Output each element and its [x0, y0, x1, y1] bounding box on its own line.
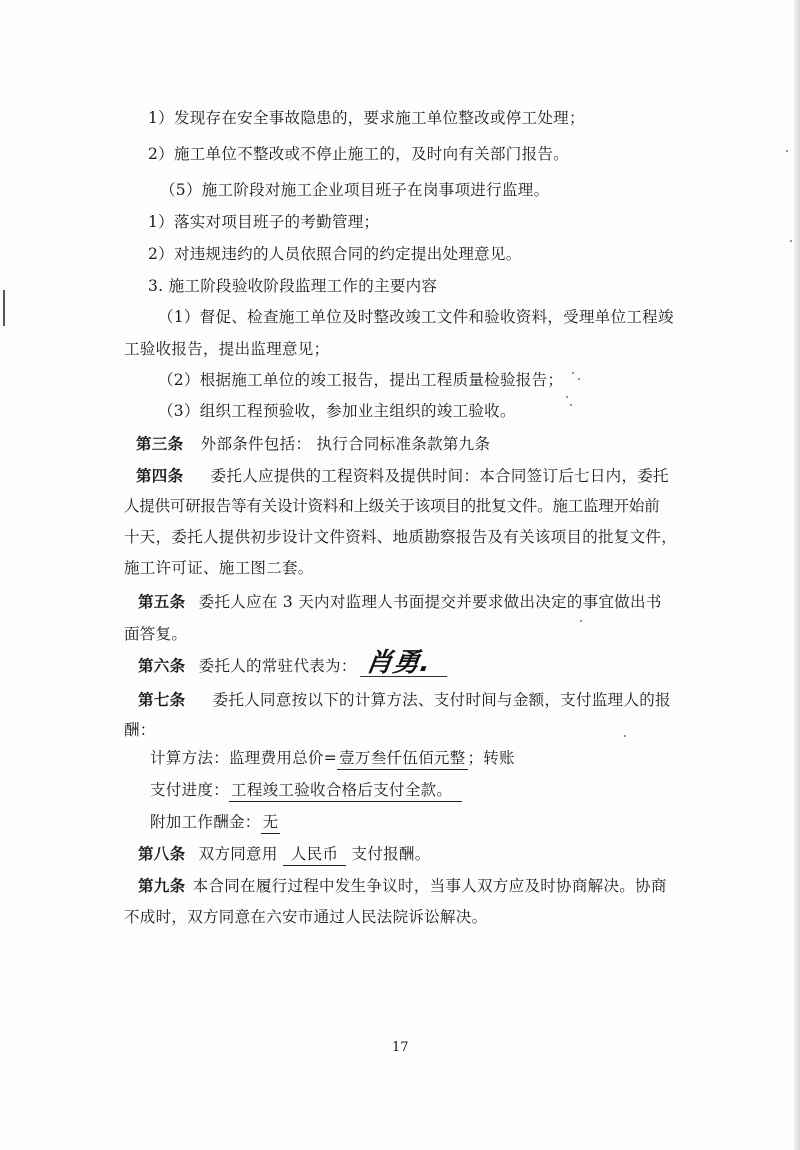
article-4-text: 委托人应提供的工程资料及提供时间：本合同签订后七日内，委托: [210, 467, 669, 485]
section-heading: 3. 施工阶段验收阶段监理工作的主要内容: [148, 277, 438, 295]
page-edge-shadow: [794, 0, 800, 1150]
clause-line: （1）督促、检查施工单位及时整改竣工文件和验收资料，受理单位工程竣: [158, 308, 674, 326]
article-4-line-4: 施工许可证、施工图二套。: [124, 559, 314, 577]
article-6: [138, 650, 449, 677]
article-8: [138, 842, 431, 866]
page-number: 17: [392, 1040, 409, 1055]
scan-speck: [570, 404, 572, 406]
calculation-suffix: ；转账: [467, 749, 515, 767]
article-3: [136, 432, 490, 454]
calculation-method: [150, 746, 515, 770]
article-9-line-1: [138, 874, 667, 896]
article-4-line-3: 十天，委托人提供初步设计文件资料、地质勘察报告及有关该项目的批复文件，: [124, 528, 678, 546]
article-9-label: 第九条: [138, 876, 186, 895]
representative-signature: 肖勇.: [360, 650, 451, 677]
clause-line: 1）发现存在安全事故隐患的，要求施工单位整改或停工处理；: [148, 109, 585, 127]
currency: 人民币: [283, 842, 346, 866]
extra-value: 无: [261, 810, 281, 834]
article-4-label: 第四条: [136, 466, 184, 485]
fee-amount: 壹万叁仟伍佰元整: [337, 746, 467, 770]
article-5-line-1: [138, 590, 662, 612]
article-7-line-1: [138, 688, 671, 710]
scan-speck: [578, 378, 580, 380]
clause-line: 2）对违规违约的人员依照合同的约定提出处理意见。: [148, 245, 522, 263]
progress-value: 工程竣工验收合格后支付全款。: [229, 778, 462, 802]
progress-label: 支付进度：: [150, 781, 230, 799]
binding-mark: [3, 290, 5, 326]
article-8-text-after: 支付报酬。: [351, 845, 431, 863]
clause-line: （5）施工阶段对施工企业项目班子在岗事项进行监理。: [160, 181, 550, 199]
clause-line: （3）组织工程预验收，参加业主组织的竣工验收。: [158, 402, 516, 420]
clause-line: （2）根据施工单位的竣工报告，提出工程质量检验报告；: [158, 371, 564, 389]
article-9-text: 本合同在履行过程中发生争议时，当事人双方应及时协商解决。协商: [192, 877, 667, 895]
extra-label: 附加工作酬金：: [150, 813, 261, 831]
article-4-line-2: 人提供可研报告等有关设计资料和上级关于该项目的批复文件。施工监理开始前: [124, 497, 660, 515]
scan-speck: [572, 372, 574, 374]
article-8-text-before: 双方同意用: [198, 845, 278, 863]
article-7-text: 委托人同意按以下的计算方法、支付时间与金额，支付监理人的报: [212, 691, 671, 709]
calculation-label: 计算方法：监理费用总价=: [150, 749, 338, 767]
article-8-label: 第八条: [138, 844, 186, 863]
scan-speck: [580, 620, 582, 622]
article-5-label: 第五条: [138, 592, 186, 611]
article-3-text: 外部条件包括： 执行合同标准条款第九条: [200, 435, 491, 453]
scan-speck: [790, 240, 792, 242]
article-7-label: 第七条: [138, 690, 186, 709]
article-6-text: 委托人的常驻代表为：: [198, 657, 357, 675]
article-9-line-2: 不成时，双方同意在六安市通过人民法院诉讼解决。: [124, 908, 488, 926]
article-3-label: 第三条: [136, 434, 184, 453]
article-4-line-1: [136, 464, 669, 486]
article-5-line-2: 面答复。: [124, 625, 188, 643]
scan-speck: [786, 150, 788, 152]
extra-fee: [150, 810, 280, 834]
payment-progress: [150, 778, 462, 802]
article-7-line-2: 酬：: [124, 721, 156, 739]
clause-line: 1）落实对项目班子的考勤管理；: [148, 213, 380, 231]
article-6-label: 第六条: [138, 656, 186, 675]
clause-line: 工验收报告，提出监理意见；: [124, 340, 330, 358]
clause-line: 2）施工单位不整改或不停止施工的，及时向有关部门报告。: [148, 145, 569, 163]
article-5-text: 委托人应在 3 天内对监理人书面提交并要求做出决定的事宜做出书: [198, 593, 662, 611]
scan-speck: [566, 396, 568, 398]
scan-speck: [624, 735, 626, 737]
